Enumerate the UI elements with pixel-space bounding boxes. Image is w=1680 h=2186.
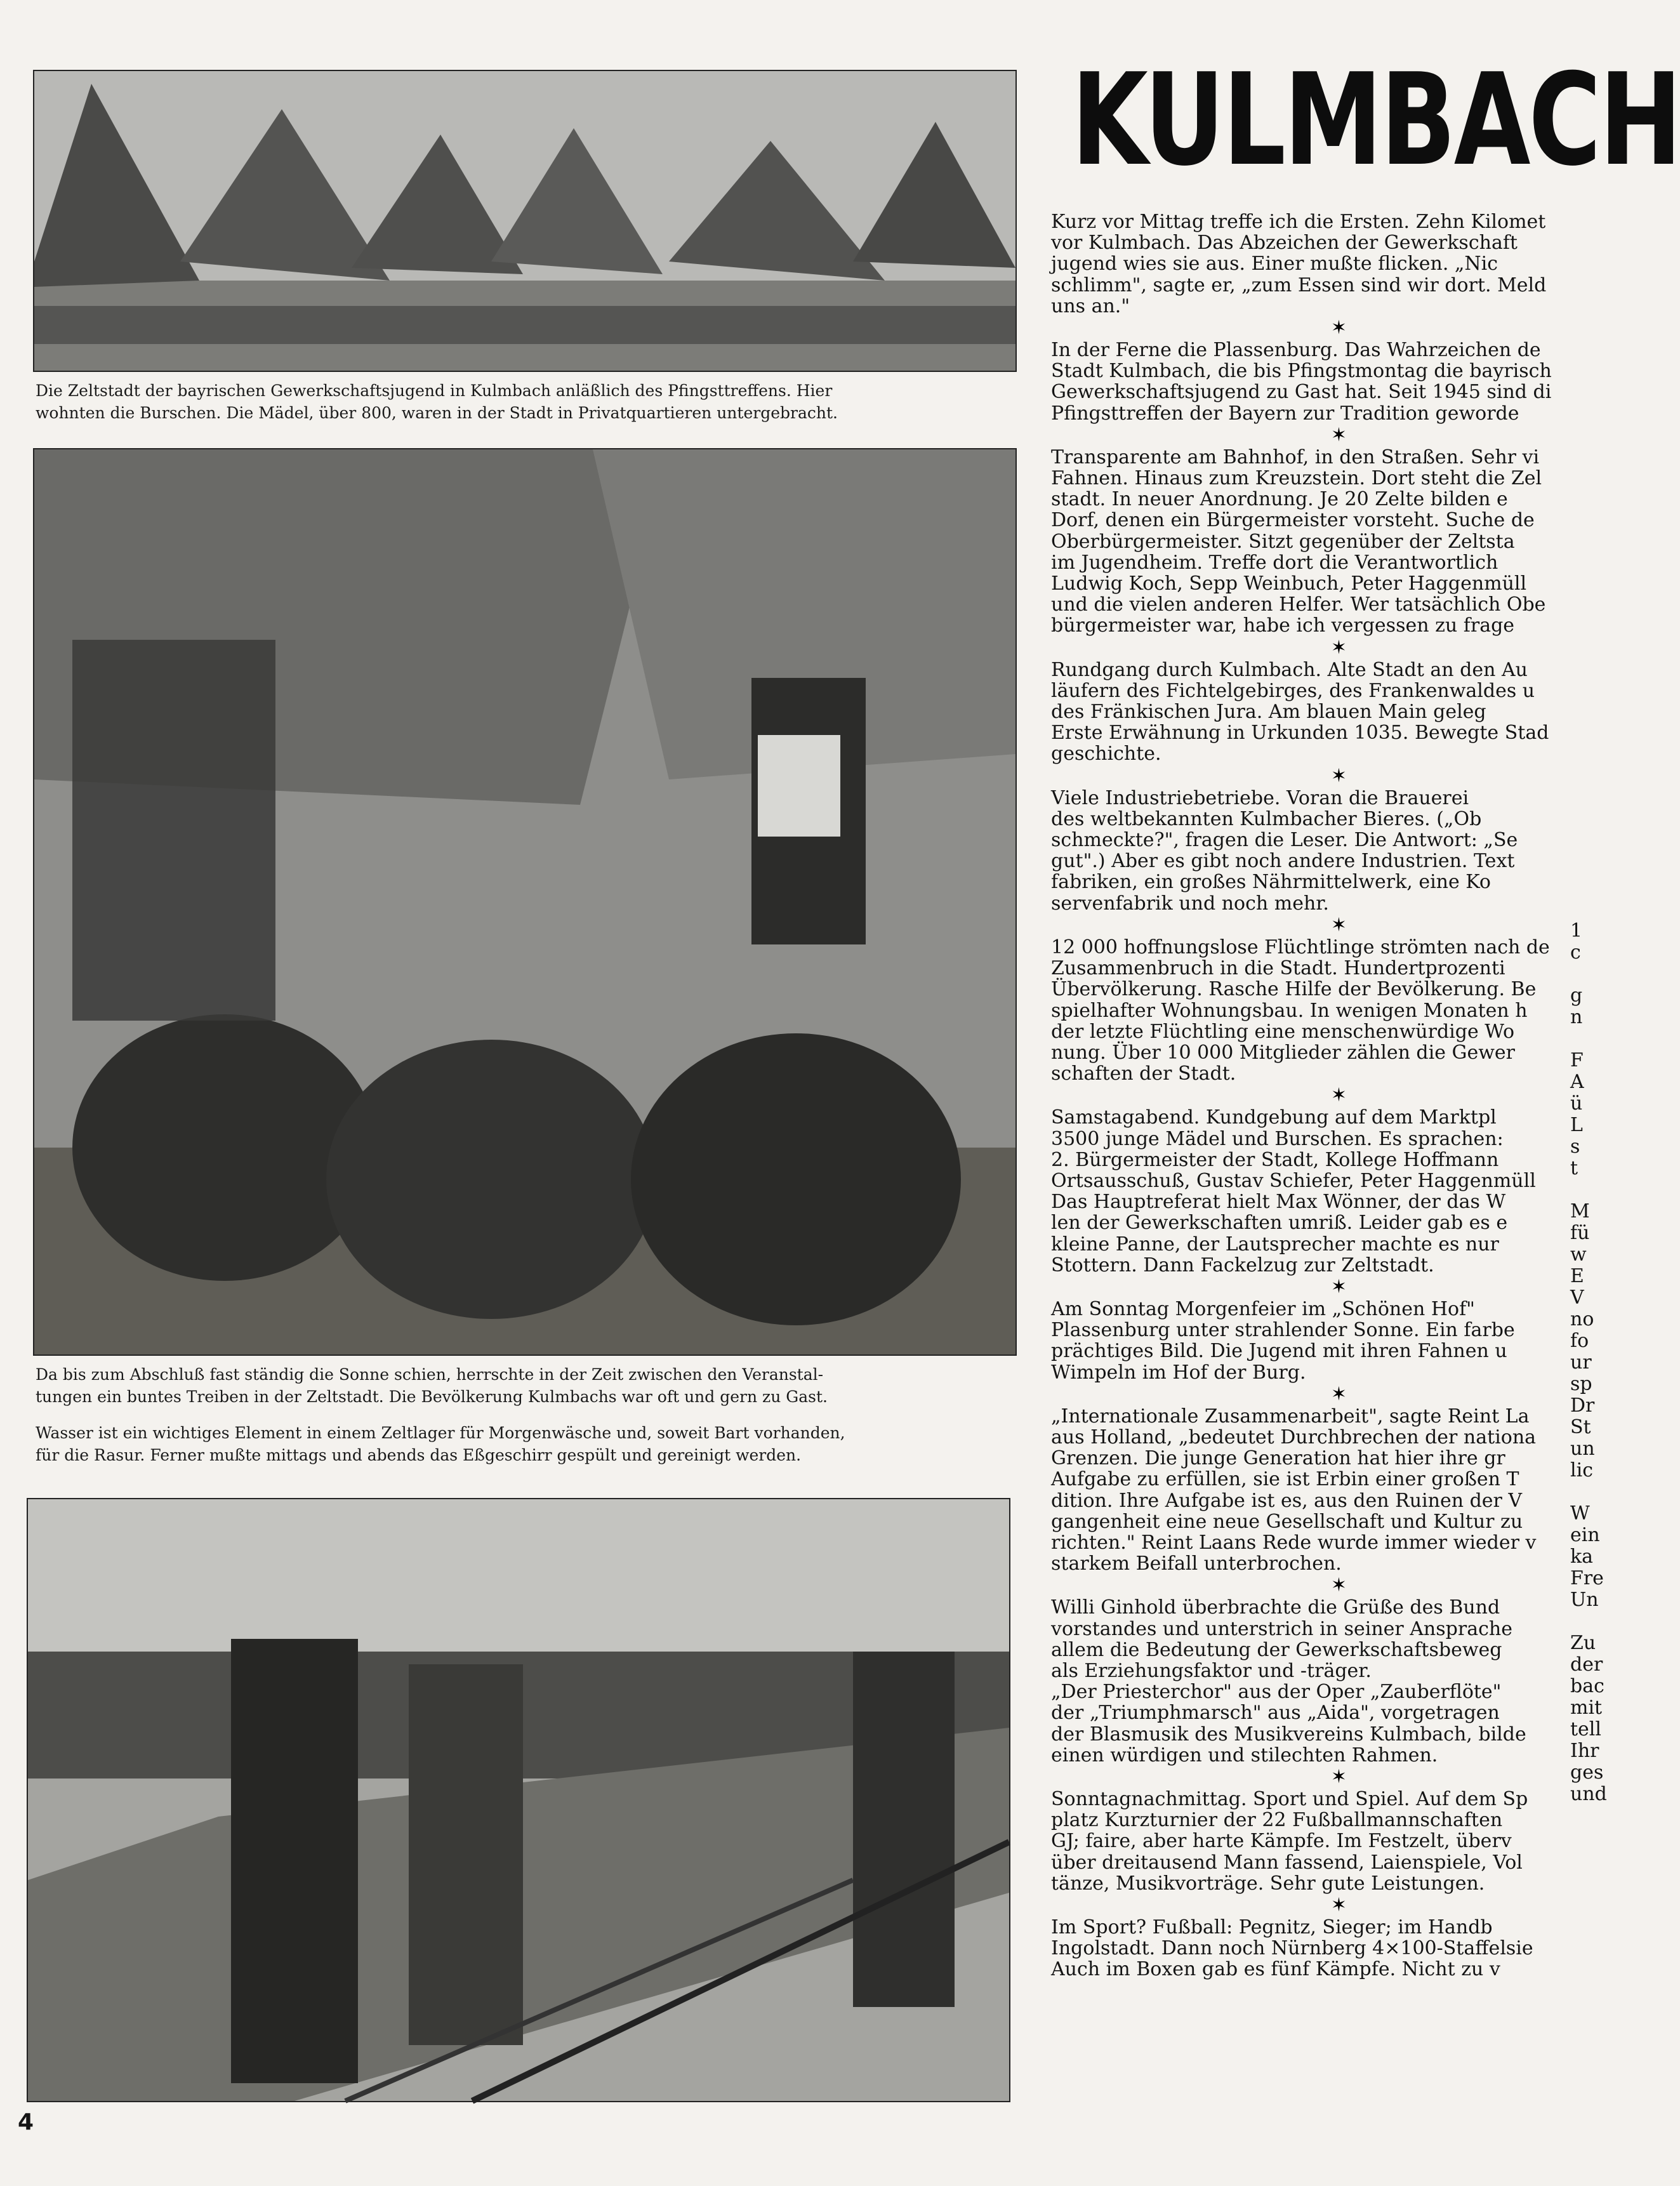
strip-fragment: der [1570,1653,1603,1676]
strip-fragment: M [1570,1200,1590,1222]
strip-fragment: tell [1570,1718,1601,1740]
strip-fragment: mit [1570,1697,1603,1719]
article-line: Aufgabe zu erfüllen, sie ist Erbin einer großen T [1051,1468,1519,1491]
strip-fragment: F [1570,1049,1584,1071]
article-line: platz Kurzturnier der 22 Fußballmannschaften [1051,1809,1503,1832]
article-line: vorstandes und unterstrich in seiner Ansprache [1051,1617,1512,1640]
article-line: im Jugendheim. Treffe dort die Verantwortlich [1051,551,1498,574]
strip-fragment: bac [1570,1675,1604,1697]
article-paragraph [1051,1107,1589,1276]
article-line: Ingolstadt. Dann noch Nürnberg 4×100-Staffelsie [1051,1937,1533,1960]
star-separator: ✶ [1330,1382,1347,1405]
article-line: schaften der Stadt. [1051,1063,1236,1085]
strip-fragment: n [1570,1006,1583,1028]
strip-fragment: w [1570,1243,1587,1266]
strip-fragment: V [1570,1287,1584,1309]
article-line: „Internationale Zusammenarbeit", sagte Reint La [1051,1405,1530,1428]
article-line: der letzte Flüchtling eine menschenwürdige Wo [1051,1020,1515,1043]
article-line: Das Hauptreferat hielt Max Wönner, der das W [1051,1191,1506,1214]
star-separator: ✶ [1330,1894,1347,1917]
article-line: des weltbekannten Kulmbacher Bieres. („Ob [1051,807,1482,830]
article-line: servenfabrik und noch mehr. [1051,892,1329,915]
strip-fragment: c [1570,941,1581,964]
article-line: Erste Erwähnung in Urkunden 1035. Bewegte Stad [1051,722,1549,745]
star-separator: ✶ [1330,1084,1347,1107]
article-line: Stadt Kulmbach, die bis Pfingstmontag die bayrisch [1051,360,1552,383]
article-line: kleine Panne, der Lautsprecher machte es nur [1051,1233,1499,1255]
strip-fragment: t [1570,1157,1578,1179]
strip-fragment: g [1570,984,1583,1007]
article-paragraph [1051,211,1589,317]
article-line: Grenzen. Die junge Generation hat hier ihre gr [1051,1447,1505,1470]
article-line: jugend wies sie aus. Einer mußte flicken. „Nic [1051,253,1498,275]
article-line: einen würdigen und stilechten Rahmen. [1051,1744,1438,1766]
caption-line: Wasser ist ein wichtiges Element in einem Zeltlager für Morgenwäsche und, soweit Bart vorhanden, [36,1424,845,1442]
article-body [1051,211,1607,2039]
strip-fragment: A [1570,1071,1584,1093]
article-line: Stottern. Dann Fackelzug zur Zeltstadt. [1051,1254,1434,1276]
caption-line: Die Zeltstadt der bayrischen Gewerkschaftsjugend in Kulmbach anläßlich des Pfingsttreffens. Hier [36,381,833,400]
article-line: Übervölkerung. Rasche Hilfe der Bevölkerung. Be [1051,978,1537,1001]
caption-photo-3 [36,1422,1016,1466]
article-line: bürgermeister war, habe ich vergessen zu frage [1051,614,1515,637]
article-line: gangenheit eine neue Gesellschaft und Kultur zu [1051,1510,1523,1533]
caption-line: für die Rasur. Ferner mußte mittags und abends das Eßgeschirr gespült und gereinigt werden. [36,1446,802,1464]
article-paragraph [1051,937,1589,1084]
article-line: vor Kulmbach. Das Abzeichen der Gewerkschaft [1051,232,1518,255]
article-line: Kurz vor Mittag treffe ich die Ersten. Zehn Kilomet [1051,211,1546,233]
article-line: dition. Ihre Aufgabe ist es, aus den Ruinen der V [1051,1489,1523,1512]
article-line: schmeckte?", fragen die Leser. Die Antwort: „Se [1051,829,1518,852]
article-line: Zusammenbruch in die Stadt. Hundertprozenti [1051,957,1505,980]
strip-fragment: Ihr [1570,1740,1599,1762]
article-line: stadt. In neuer Anordnung. Je 20 Zelte bilden e [1051,488,1508,511]
article-line: Am Sonntag Morgenfeier im „Schönen Hof" [1051,1297,1475,1320]
star-separator: ✶ [1330,317,1347,340]
article-line: len der Gewerkschaften umriß. Leider gab es e [1051,1212,1508,1235]
article-paragraph [1051,788,1589,914]
article-line: Ortsausschuß, Gustav Schiefer, Peter Haggenmüll [1051,1169,1536,1192]
article-line: Im Sport? Fußball: Pegnitz, Sieger; im Handb [1051,1916,1493,1939]
article-line: 3500 junge Mädel und Burschen. Es sprachen: [1051,1127,1504,1150]
article-line: richten." Reint Laans Rede wurde immer wieder v [1051,1531,1537,1554]
article-line: schlimm", sagte er, „zum Essen sind wir dort. Meld [1051,274,1547,296]
article-line: prächtiges Bild. Die Jugend mit ihren Fahnen u [1051,1340,1507,1363]
photo-washing-area [27,1498,1010,2102]
star-separator: ✶ [1330,423,1347,446]
article-line: Samstagabend. Kundgebung auf dem Marktpl [1051,1106,1497,1129]
strip-fragment: no [1570,1308,1594,1330]
article-line: In der Ferne die Plassenburg. Das Wahrzeichen de [1051,339,1541,362]
article-paragraph [1051,1596,1604,1766]
article-paragraph [1051,659,1589,765]
strip-fragment: ka [1570,1546,1594,1568]
star-separator: ✶ [1330,764,1347,787]
article-line: uns an." [1051,295,1130,317]
strip-fragment: ur [1570,1351,1592,1374]
strip-fragment: ges [1570,1761,1604,1784]
article-line: nung. Über 10 000 Mitglieder zählen die Gewer [1051,1041,1516,1064]
caption-line: Da bis zum Abschluß fast ständig die Sonne schien, herrschte in der Zeit zwischen den Veranstal- [36,1365,824,1384]
strip-fragment: 1 [1570,920,1583,942]
article-line: fabriken, ein großes Nährmittelwerk, eine Ko [1051,871,1491,894]
article-line: Fahnen. Hinaus zum Kreuzstein. Dort steht die Zel [1051,467,1542,490]
article-line: Ludwig Koch, Sepp Weinbuch, Peter Haggenmüll [1051,573,1527,595]
strip-fragment: St [1570,1416,1591,1438]
photo-camp-youth [33,448,1017,1356]
article-line: GJ; faire, aber harte Kämpfe. Im Festzelt, überv [1051,1830,1512,1853]
article-paragraph [1051,447,1589,637]
article-line: Dorf, denen ein Bürgermeister vorsteht. Suche de [1051,509,1535,532]
strip-fragment: L [1570,1114,1583,1136]
strip-fragment [1578,1481,1589,1503]
strip-fragment [1578,964,1589,985]
strip-fragment: Zu [1570,1632,1596,1654]
strip-fragment: ü [1570,1092,1583,1115]
strip-fragment: E [1570,1265,1584,1287]
star-separator: ✶ [1330,1574,1347,1597]
article-line: 12 000 hoffnungslose Flüchtlinge strömten nach de [1051,936,1550,958]
strip-fragment: un [1570,1438,1595,1460]
article-line: der Blasmusik des Musikvereins Kulmbach, bilde [1051,1723,1526,1745]
article-line: Oberbürgermeister. Sitzt gegenüber der Zeltsta [1051,530,1515,553]
strip-fragment: ein [1570,1524,1600,1546]
strip-fragment: und [1570,1783,1607,1805]
caption-line: wohnten die Burschen. Die Mädel, über 800, waren in der Stadt in Privatquartieren untergebracht. [36,404,838,422]
article-line: des Fränkischen Jura. Am blauen Main geleg [1051,701,1486,724]
page-number: 4 [18,2109,34,2135]
article-line: spielhafter Wohnungsbau. In wenigen Monaten h [1051,999,1528,1022]
strip-fragment: Fre [1570,1567,1604,1589]
article-line: Rundgang durch Kulmbach. Alte Stadt an den Au [1051,658,1528,681]
strip-fragment: s [1570,1136,1580,1158]
star-separator: ✶ [1330,636,1347,659]
article-line: Sonntagnachmittag. Sport und Spiel. Auf dem Sp [1051,1788,1528,1810]
caption-photo-2 [36,1363,1016,1408]
strip-fragment: Dr [1570,1394,1595,1417]
article-line: geschichte. [1051,743,1161,765]
strip-fragment: W [1570,1502,1590,1525]
strip-fragment: sp [1570,1373,1592,1395]
article-line: Plassenburg unter strahlender Sonne. Ein farbe [1051,1319,1515,1342]
article-paragraph [1051,1917,1589,1980]
article-line: als Erziehungsfaktor und -träger. [1051,1659,1372,1682]
caption-line: tungen ein buntes Treiben in der Zeltstadt. Die Bevölkerung Kulmbachs war oft und gern zu Gast. [36,1388,828,1406]
strip-fragment: fo [1570,1330,1589,1352]
star-separator: ✶ [1330,1275,1347,1298]
article-line: und die vielen anderen Helfer. Wer tatsächlich Obe [1051,593,1546,616]
article-line: Gewerkschaftsjugend zu Gast hat. Seit 1945 sind di [1051,381,1552,404]
article-line: gut".) Aber es gibt noch andere Industrien. Text [1051,850,1515,873]
strip-fragment [1578,1179,1589,1201]
article-line: Pfingsttreffen der Bayern zur Tradition geworde [1051,402,1519,425]
article-line: aus Holland, „bedeutet Durchbrechen der nationa [1051,1426,1537,1448]
article-paragraph [1051,340,1589,424]
article-line: „Der Priesterchor" aus der Oper „Zauberflöte" [1051,1681,1502,1704]
strip-fragment [1578,1611,1589,1633]
article-line: Willi Ginhold überbrachte die Grüße des Bund [1051,1596,1500,1619]
article-line: der „Triumphmarsch" aus „Aida", vorgetragen [1051,1702,1500,1725]
star-separator: ✶ [1330,913,1347,936]
article-line: Viele Industriebetriebe. Voran die Brauerei [1051,786,1469,809]
photo-tent-city [33,70,1017,372]
article-line: 2. Bürgermeister der Stadt, Kollege Hoffmann [1051,1148,1499,1171]
article-line: allem die Bedeutung der Gewerkschaftsbeweg [1051,1638,1502,1661]
article-line: Wimpeln im Hof der Burg. [1051,1361,1306,1384]
strip-fragment: Un [1570,1589,1599,1611]
headline: KULMBACH [1071,46,1680,194]
article-paragraph [1051,1789,1589,1894]
strip-fragment [1578,1028,1589,1050]
article-line: über dreitausend Mann fassend, Laienspiele, Vol [1051,1851,1523,1874]
star-separator: ✶ [1330,1766,1347,1788]
article-line: tänze, Musikvorträge. Sehr gute Leistungen. [1051,1872,1485,1895]
article-line: Auch im Boxen gab es fünf Kämpfe. Nicht zu v [1051,1958,1500,1981]
strip-fragment: lic [1570,1459,1593,1481]
strip-fragment: fü [1570,1222,1590,1244]
next-page-strip [1570,920,1607,2126]
caption-photo-1 [36,380,1016,424]
article-line: läufern des Fichtelgebirges, des Frankenwaldes u [1051,679,1535,702]
article-line: Transparente am Bahnhof, in den Straßen. Sehr vi [1051,446,1540,468]
article-line: starkem Beifall unterbrochen. [1051,1553,1342,1575]
